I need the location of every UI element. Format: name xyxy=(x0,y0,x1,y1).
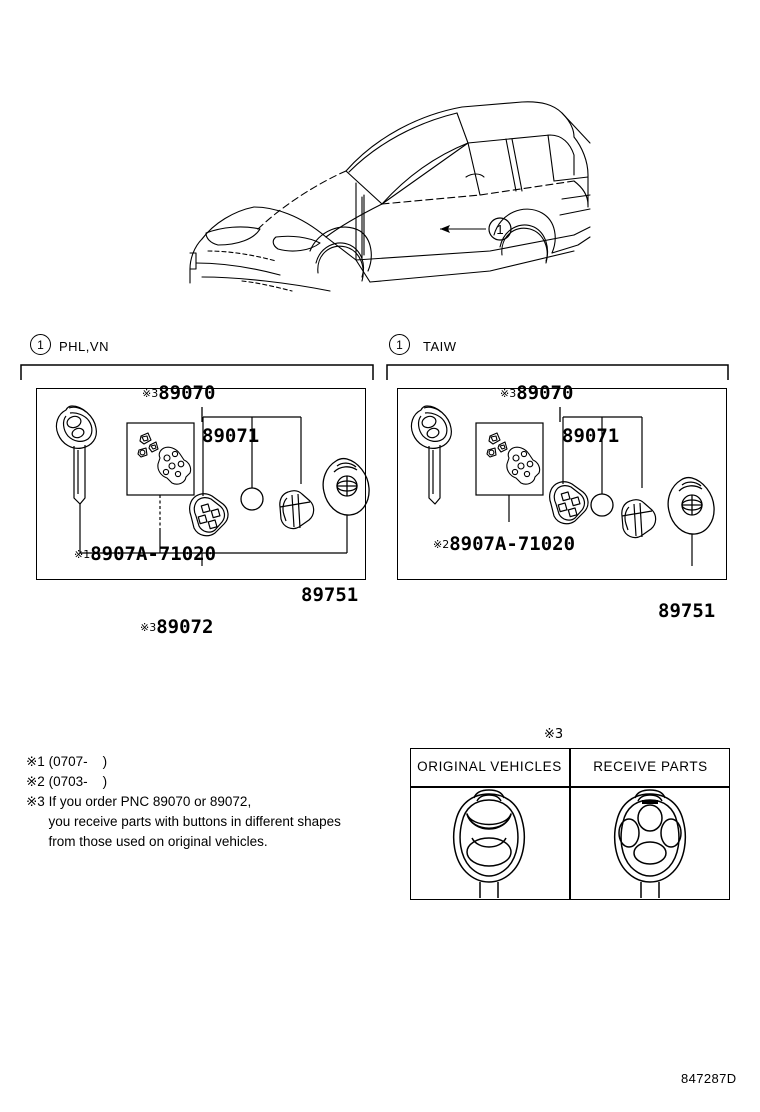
group-bracket-phl-vn xyxy=(14,359,380,381)
mark-1: ※1 xyxy=(74,548,91,561)
footnote-1: ※1 (0707- ) xyxy=(26,754,108,769)
group-bracket-taiw xyxy=(385,359,735,381)
part-number-value: 89751 xyxy=(301,584,359,606)
part-number-value: 89070 xyxy=(158,382,216,404)
part-number-89071-phl-vn xyxy=(202,427,259,446)
fob-illustration-receive xyxy=(571,788,730,898)
part-number-89072-phl-vn xyxy=(140,618,213,637)
comparison-header-receive: RECEIVE PARTS xyxy=(593,759,708,774)
part-number-89751-phl-vn xyxy=(301,586,358,605)
footnotes xyxy=(26,752,406,852)
part-number-89071-taiw xyxy=(562,427,619,446)
part-number-89751-taiw xyxy=(658,602,715,621)
svg-text:1: 1 xyxy=(496,222,504,237)
fob-illustration-original xyxy=(410,788,569,898)
vehicle-illustration xyxy=(150,55,590,290)
panel-callout-circle-taiw xyxy=(389,334,410,355)
footnote-3-line-3: from those used on original vehicles. xyxy=(26,834,268,849)
footnote-3-line-1: ※3 If you order PNC 89070 or 89072, xyxy=(26,794,252,809)
mark-3: ※3 xyxy=(500,387,517,400)
comparison-table-mark: ※3 xyxy=(544,727,564,742)
panel-callout-circle-phl-vn xyxy=(30,334,51,355)
part-number-8907A-71020-phl-vn xyxy=(74,545,216,564)
part-number-value: 89751 xyxy=(658,600,716,622)
footnote-2: ※2 (0703- ) xyxy=(26,774,108,789)
mark-3: ※3 xyxy=(140,621,157,634)
mark-3: ※3 xyxy=(142,387,159,400)
part-number-value: 89071 xyxy=(202,425,260,447)
diagram-number: 847287D xyxy=(681,1071,737,1086)
mark-2: ※2 xyxy=(433,538,450,551)
footnote-3-line-2: you receive parts with buttons in different shapes xyxy=(26,814,341,829)
part-number-value: 8907A-71020 xyxy=(449,533,576,555)
part-number-value: 89071 xyxy=(562,425,620,447)
panel-market-label-phl-vn: PHL,VN xyxy=(59,339,109,354)
panel-callout-number: 1 xyxy=(37,337,44,352)
comparison-header-original: ORIGINAL VEHICLES xyxy=(417,759,562,774)
panel-market-label-taiw: TAIW xyxy=(423,339,457,354)
panel-callout-number: 1 xyxy=(396,337,403,352)
part-number-value: 89072 xyxy=(156,616,214,638)
part-number-8907A-71020-taiw xyxy=(433,535,575,554)
part-number-value: 8907A-71020 xyxy=(90,543,217,565)
part-number-value: 89070 xyxy=(516,382,574,404)
